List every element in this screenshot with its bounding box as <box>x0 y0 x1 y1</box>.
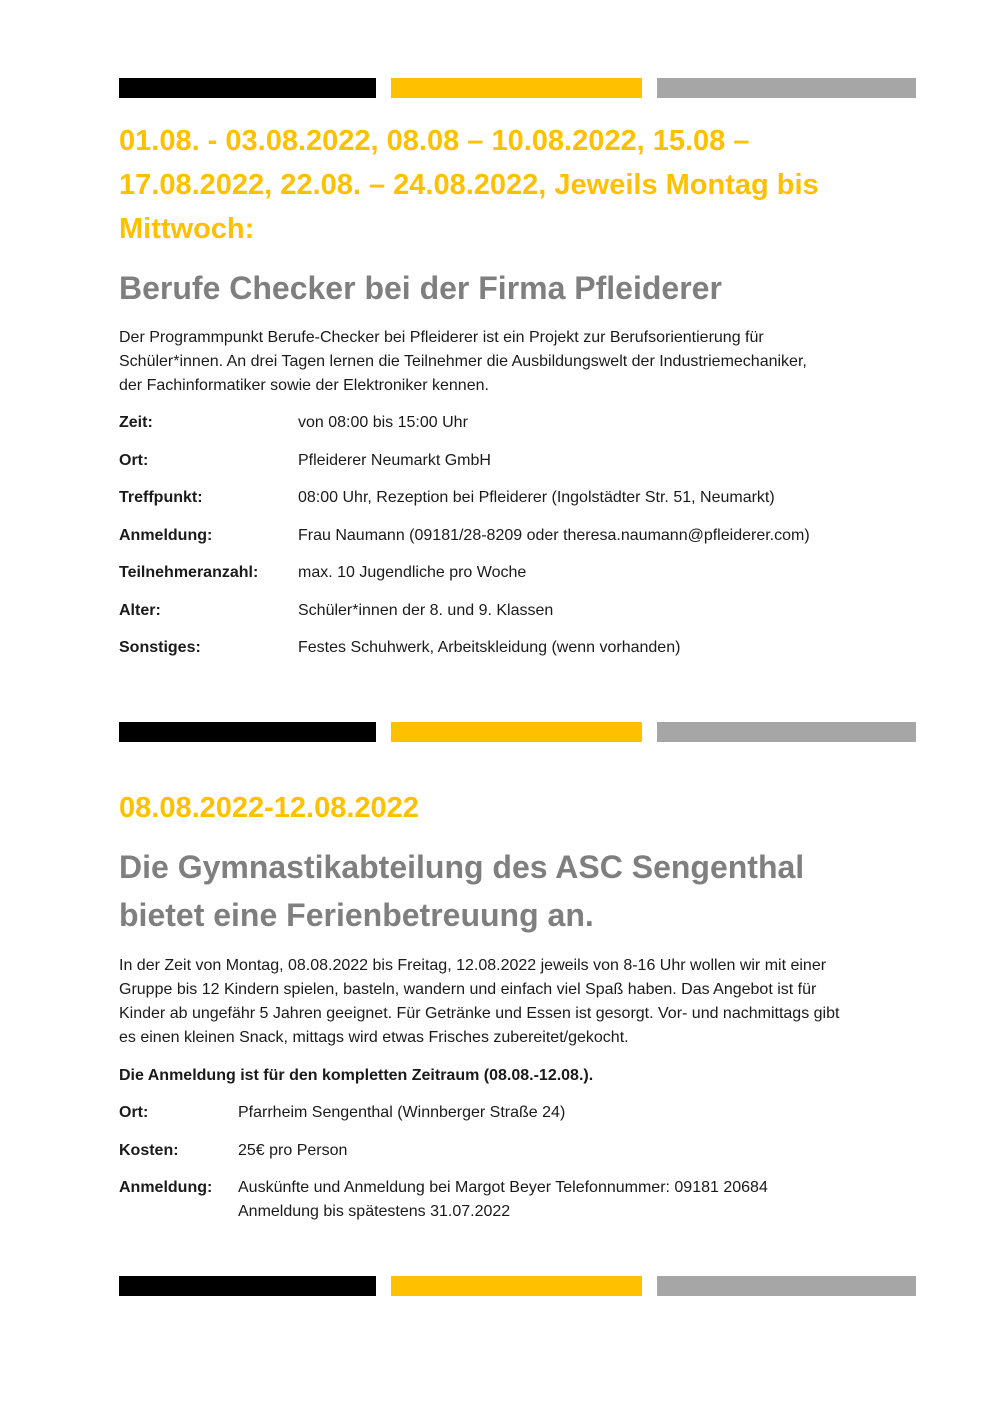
divider-bar-top <box>119 78 916 98</box>
info-label: Ort: <box>119 451 149 469</box>
body-line: In der Zeit von Montag, 08.08.2022 bis Freitag, 12.08.2022 jeweils von 8-16 Uhr wollen wir mit einer <box>119 957 827 974</box>
info-value: Pfleiderer Neumarkt GmbH <box>298 451 491 469</box>
info-row-kosten <box>119 1139 899 1177</box>
info-table-asc <box>119 1101 899 1224</box>
section-pfleiderer-header <box>119 119 889 251</box>
section-asc-description <box>119 954 889 1050</box>
info-row-sonstiges <box>119 636 899 674</box>
divider-segment-yellow <box>391 1276 642 1296</box>
section-pfleiderer-title <box>119 264 889 312</box>
section-asc-header <box>119 786 889 830</box>
info-row-ort <box>119 1101 899 1139</box>
info-row-alter <box>119 599 899 637</box>
divider-segment-gray <box>657 78 916 98</box>
info-label: Anmeldung: <box>119 1179 213 1196</box>
info-label: Treffpunkt: <box>119 489 203 506</box>
info-label: Anmeldung: <box>119 526 213 544</box>
date-heading-line-1: 08.08.2022-12.08.2022 <box>119 792 419 824</box>
info-value: 25€ pro Person <box>238 1141 348 1159</box>
info-row-ort <box>119 449 899 487</box>
info-label: Ort: <box>119 1104 149 1121</box>
info-label: Sonstiges: <box>119 639 201 656</box>
info-value: 08:00 Uhr, Rezeption bei Pfleiderer (Ingolstädter Str. 51, Neumarkt) <box>298 489 775 506</box>
divider-segment-yellow <box>391 722 642 742</box>
info-row-zeit <box>119 411 899 449</box>
divider-bar-middle <box>119 722 916 742</box>
date-heading-line-1: 01.08. - 03.08.2022, 08.08 – 10.08.2022, 15.08 – <box>119 125 750 157</box>
divider-bar-bottom <box>119 1276 916 1296</box>
date-heading-line-3: Mittwoch: <box>119 213 255 245</box>
info-value: Schüler*innen der 8. und 9. Klassen <box>298 601 554 619</box>
registration-note-text: Die Anmeldung ist für den kompletten Zeitraum (08.08.-12.08.). <box>119 1067 594 1084</box>
info-value-deadline: Anmeldung bis spätestens 31.07.2022 <box>238 1203 511 1220</box>
section-pfleiderer-description <box>119 326 889 398</box>
divider-segment-black <box>119 1276 376 1296</box>
info-label: Kosten: <box>119 1141 179 1159</box>
body-line: es einen kleinen Snack, mittags wird etwas Frisches zubereitet/gekocht. <box>119 1029 629 1046</box>
info-value: Frau Naumann (09181/28-8209 oder theresa.naumann@pfleiderer.com) <box>298 526 810 544</box>
registration-note <box>119 1064 889 1088</box>
divider-segment-gray <box>657 722 916 742</box>
divider-segment-black <box>119 722 376 742</box>
section-title: Berufe Checker bei der Firma Pfleiderer <box>119 270 722 306</box>
info-row-anmeldung <box>119 1176 899 1224</box>
divider-segment-yellow <box>391 78 642 98</box>
date-heading-line-2: 17.08.2022, 22.08. – 24.08.2022, Jeweils Montag bis <box>119 169 819 201</box>
section-asc-title <box>119 843 889 939</box>
info-value: Auskünfte und Anmeldung bei Margot Beyer Telefonnummer: 09181 20684 <box>238 1179 768 1196</box>
section-title-line-2: bietet eine Ferienbetreuung an. <box>119 897 594 933</box>
body-line: Der Programmpunkt Berufe-Checker bei Pfleiderer ist ein Projekt zur Berufsorientierung für <box>119 329 764 346</box>
section-title-line-1: Die Gymnastikabteilung des ASC Sengenthal <box>119 849 805 885</box>
info-value: von 08:00 bis 15:00 Uhr <box>298 414 468 431</box>
body-line: der Fachinformatiker sowie der Elektroniker kennen. <box>119 377 489 394</box>
body-line: Kinder ab ungefähr 5 Jahren geeignet. Für Getränke und Essen ist gesorgt. Vor- und nachmittags gibt <box>119 1005 840 1022</box>
info-label: Teilnehmeranzahl: <box>119 564 259 581</box>
info-value: max. 10 Jugendliche pro Woche <box>298 564 527 581</box>
divider-segment-black <box>119 78 376 98</box>
divider-segment-gray <box>657 1276 916 1296</box>
info-row-treffpunkt <box>119 486 899 524</box>
info-row-anmeldung <box>119 524 899 562</box>
info-table-pfleiderer <box>119 411 899 674</box>
info-label: Zeit: <box>119 414 153 431</box>
info-row-teilnehmeranzahl <box>119 561 899 599</box>
body-line: Schüler*innen. An drei Tagen lernen die Teilnehmer die Ausbildungswelt der Industriemechaniker, <box>119 353 807 370</box>
info-value: Pfarrheim Sengenthal (Winnberger Straße 24) <box>238 1104 566 1121</box>
info-label: Alter: <box>119 601 161 619</box>
info-value: Festes Schuhwerk, Arbeitskleidung (wenn vorhanden) <box>298 639 681 656</box>
body-line: Gruppe bis 12 Kindern spielen, basteln, wandern und einfach viel Spaß haben. Das Angebot ist für <box>119 981 817 998</box>
